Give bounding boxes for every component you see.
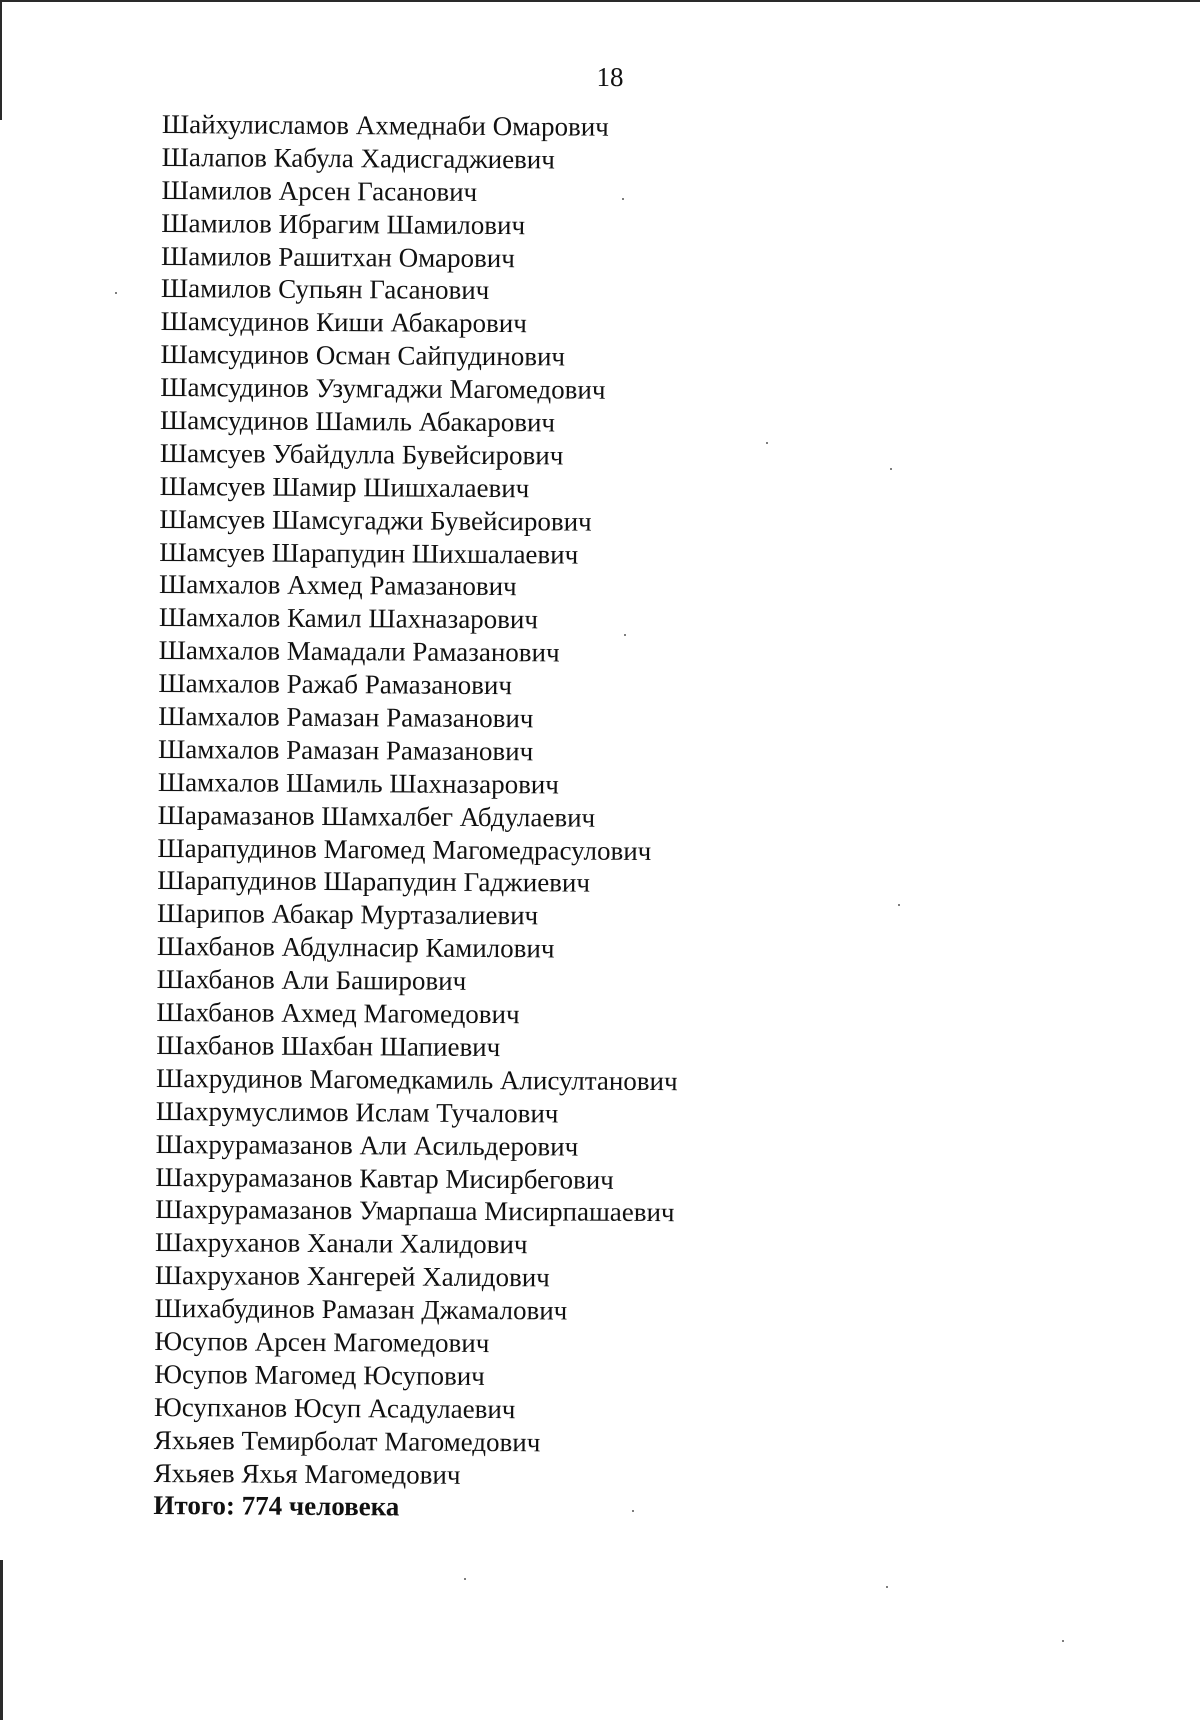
list-item: Шахрурамазанов Умарпаша Мисирпашаевич (155, 1194, 675, 1228)
scan-speck (886, 1586, 888, 1588)
scan-edge-left-bottom (0, 1560, 3, 1720)
list-item: Шамсудинов Шамиль Абакарович (160, 405, 556, 438)
scan-speck (898, 904, 900, 906)
list-item: Шахруханов Ханали Халидович (154, 1227, 528, 1260)
list-item: Юсупов Арсен Магомедович (154, 1325, 490, 1358)
list-item: Шамхалов Камил Шахназарович (158, 602, 539, 635)
list-item: Шамхалов Шамиль Шахназарович (157, 766, 559, 800)
list-item: Шамсудинов Осман Сайпудинович (160, 339, 566, 372)
list-item: Шахбанов Али Баширович (156, 964, 467, 997)
list-item: Шамхалов Рамазан Рамазанович (158, 701, 534, 734)
list-item: Шарамазанов Шамхалбег Абдулаевич (157, 799, 596, 833)
list-item: Шамхалов Ахмед Рамазанович (158, 569, 517, 602)
total-count: Итого: 774 человека (153, 1490, 400, 1522)
scan-speck (1062, 1640, 1064, 1642)
list-item: Шахбанов Абдулнасир Камилович (156, 931, 555, 964)
page-number: 18 (596, 62, 624, 92)
list-item: Шамсуев Шамсугаджи Бувейсирович (159, 503, 592, 537)
list-item: Шамсуев Шарапудин Шихшалаевич (159, 536, 579, 570)
list-item: Юсупханов Юсуп Асадулаевич (153, 1391, 516, 1424)
list-item: Шалапов Кабула Хадисгаджиевич (161, 141, 555, 175)
list-item: Шарапудинов Шарапудин Гаджиевич (157, 865, 591, 899)
list-item: Яхьяев Яхья Магомедович (153, 1457, 461, 1490)
list-item: Шахрурамазанов Али Асильдерович (155, 1128, 579, 1162)
list-item: Шахбанов Ахмед Магомедович (156, 997, 520, 1030)
list-item: Шахрумуслимов Ислам Тучалович (155, 1095, 559, 1129)
list-item: Шарипов Абакар Муртазалиевич (156, 898, 539, 931)
list-item: Шамилов Арсен Гасанович (161, 174, 478, 207)
list-item: Шамсудинов Киши Абакарович (160, 306, 527, 339)
list-item: Шамилов Супьян Гасанович (160, 273, 490, 306)
scan-speck (464, 1578, 466, 1580)
list-item: Шамхалов Ражаб Рамазанович (158, 668, 513, 701)
list-item: Шайхулисламов Ахмеднаби Омарович (161, 108, 609, 142)
list-item: Яхьяев Темирболат Магомедович (153, 1424, 541, 1457)
scan-edge-top (0, 0, 1200, 2)
list-item: Юсупов Магомед Юсупович (154, 1358, 485, 1391)
list-item: Шихабудинов Рамазан Джамалович (154, 1293, 568, 1326)
list-item: Шамхалов Мамадали Рамазанович (158, 635, 560, 668)
list-item: Шамилов Рашитхан Омарович (161, 240, 515, 273)
list-item: Шамхалов Рамазан Рамазанович (157, 733, 534, 767)
list-item: Шахруханов Хангерей Халидович (154, 1260, 550, 1293)
list-item: Шахбанов Шахбан Шапиевич (156, 1029, 501, 1063)
scan-speck (115, 292, 117, 294)
scan-edge-left-top (0, 0, 2, 120)
list-item: Шамилов Ибрагим Шамилович (161, 207, 526, 240)
scan-speck (890, 468, 892, 470)
name-list (153, 108, 683, 1525)
list-item: Шамсуев Шамир Шишхалаевич (159, 470, 530, 504)
list-item: Шахрудинов Магомедкамиль Алисултанович (155, 1062, 678, 1096)
list-item: Шарапудинов Магомед Магомедрасулович (157, 832, 652, 866)
list-item: Шахрурамазанов Кавтар Мисирбегович (155, 1161, 614, 1195)
scan-speck (766, 442, 768, 444)
list-item: Шамсуев Убайдулла Бувейсирович (159, 437, 564, 471)
list-item: Шамсудинов Узумгаджи Магомедович (160, 372, 606, 405)
